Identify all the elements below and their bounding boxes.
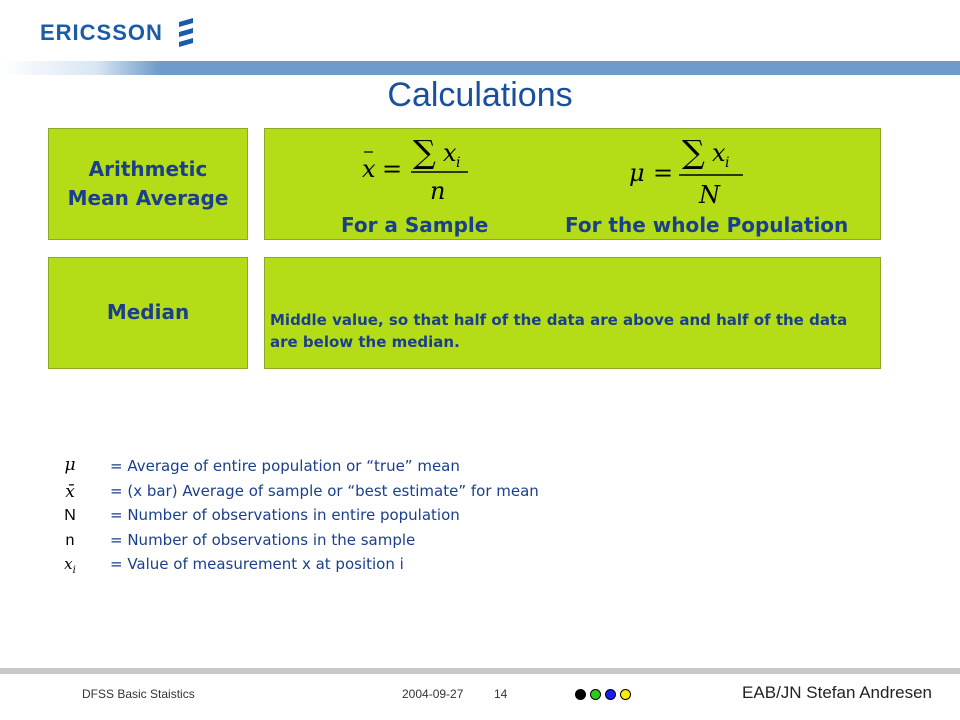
legend-row-xi: [52, 553, 752, 578]
legend-text-n: = Number of observations in the sample: [110, 530, 416, 549]
median-label: Median: [106, 300, 190, 324]
mean-label: [68, 155, 229, 213]
legend-row-xbar: [52, 480, 752, 505]
symbol-legend: [52, 455, 752, 578]
mu-symbol: [52, 455, 88, 479]
blue-dot-icon: [605, 689, 616, 700]
population-caption: For the whole Population: [565, 213, 849, 237]
sample-mean-formula: [265, 129, 882, 213]
median-description-box: [264, 257, 881, 369]
legend-row-N: [52, 504, 752, 529]
median-label-box: [48, 257, 248, 369]
median-description: Middle value, so that half of the data are above and half of the data are below the median.: [270, 311, 848, 351]
svg-text:x: x: [362, 155, 376, 183]
sample-caption: For a Sample: [341, 213, 489, 237]
svg-text:∑: ∑: [682, 133, 705, 171]
svg-text:=: =: [653, 159, 674, 187]
svg-text:N: N: [699, 181, 720, 209]
svg-text:=: =: [382, 155, 403, 183]
header-bar-fade: [0, 61, 160, 75]
legend-text-N: = Number of observations in entire population: [110, 506, 460, 524]
xi-symbol-text: $x_i$: [64, 554, 76, 576]
yellow-dot-icon: [620, 689, 631, 700]
ericsson-logo-icon: [175, 18, 197, 48]
footer-bar: [0, 668, 960, 674]
footer-course: DFSS Basic Staistics: [82, 687, 195, 701]
svg-text:i: i: [725, 155, 730, 171]
ericsson-logo: [40, 18, 197, 48]
footer-author: EAB/JN Stefan Andresen: [742, 683, 932, 702]
legend-row-n: [52, 529, 752, 554]
svg-text:n: n: [430, 177, 446, 205]
legend-text-xi: = Value of measurement x at position i: [110, 555, 404, 573]
population-mean-formula: [629, 133, 743, 209]
page-number: 14: [494, 687, 508, 701]
mean-label-box: [48, 128, 248, 240]
footer-date: 2004-09-27: [402, 687, 464, 701]
svg-text:μ: μ: [629, 159, 645, 187]
logo-text: ERICSSON: [40, 20, 163, 45]
legend-text-xbar: = (x bar) Average of sample or “best estimate” for mean: [110, 481, 539, 500]
N-symbol: N: [64, 507, 76, 524]
mu-symbol-text: μ: [64, 455, 76, 475]
xi-symbol: [52, 553, 88, 577]
svg-text:x: x: [443, 139, 457, 167]
x-bar-symbol: [52, 480, 88, 504]
color-dots: [575, 689, 635, 700]
n-symbol: n: [65, 531, 75, 549]
black-dot-icon: [575, 689, 586, 700]
mean-formula-box: [264, 128, 881, 240]
x-bar-symbol-text: x̄: [65, 481, 75, 502]
svg-text:x: x: [712, 139, 726, 167]
svg-text:i: i: [456, 155, 461, 171]
mean-label-line1: Arithmetic: [88, 157, 208, 181]
mean-label-line2: Mean Average: [67, 186, 229, 210]
legend-text-mu: = Average of entire population or “true” mean: [110, 457, 460, 475]
page-title: Calculations: [387, 76, 573, 114]
legend-row-mu: [52, 455, 752, 480]
green-dot-icon: [590, 689, 601, 700]
svg-text:∑: ∑: [413, 133, 436, 171]
